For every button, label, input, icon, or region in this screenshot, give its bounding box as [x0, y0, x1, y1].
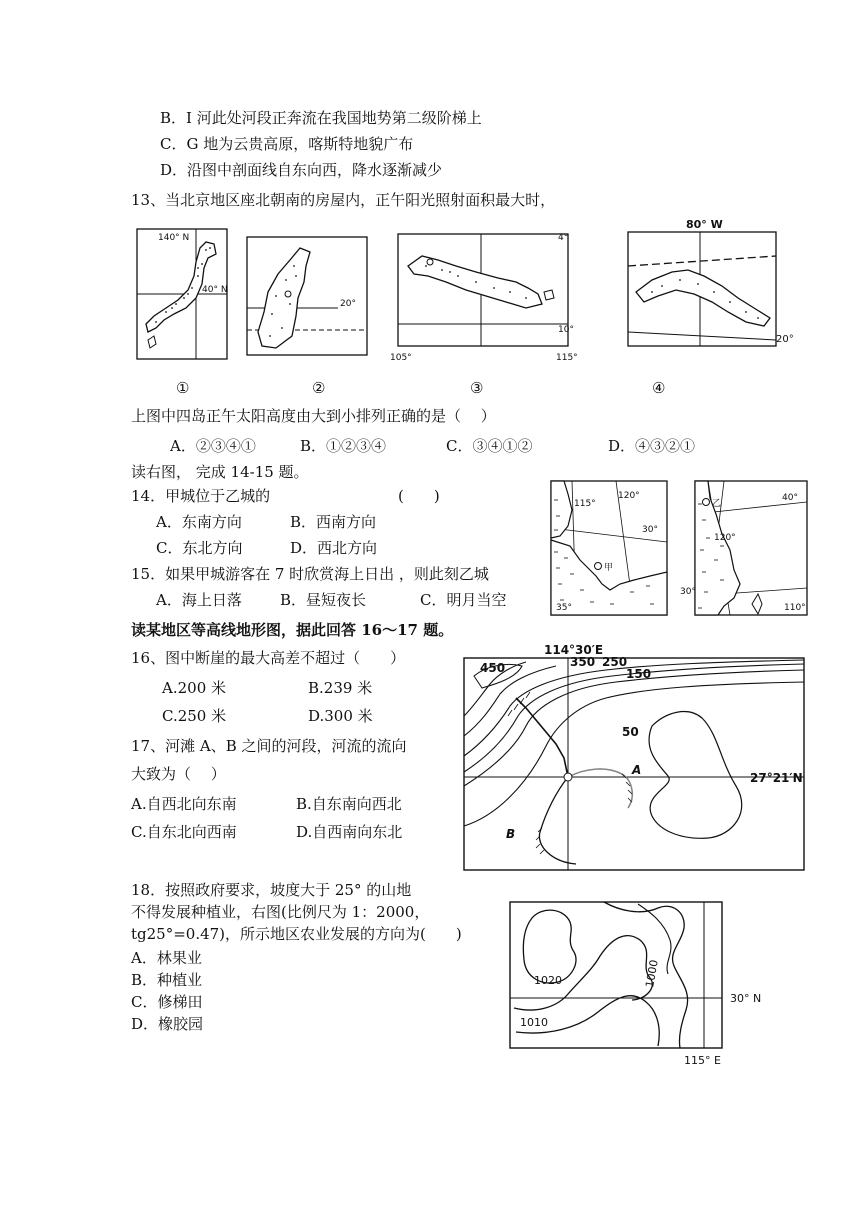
map-cuba — [622, 210, 792, 350]
q14-option-d: D．西北方向 — [290, 539, 378, 557]
map-japan — [136, 228, 228, 360]
fig16-lat-label: 27°21′N — [750, 771, 803, 785]
q16-option-c: C.250 米 — [162, 707, 227, 725]
fig14-city-yi: 乙 — [712, 499, 722, 509]
q13-option-a: A．②③④① — [170, 437, 256, 455]
contour-1000: 1000 — [643, 958, 661, 989]
q17-stem-1: 17、河滩 A、B 之间的河段，河流的流向 — [131, 737, 407, 755]
q18-line-2: 不得发展种植业，右图(比例尺为 1：2000， — [131, 903, 430, 921]
fig14-right-lat2: 30° — [680, 587, 696, 597]
q15-option-a: A．海上日落 — [156, 591, 242, 609]
q17-option-b: B.自东南向西北 — [296, 795, 402, 813]
q18-option-a: A．林果业 — [131, 949, 202, 967]
q18-option-c: C．修梯田 — [131, 993, 203, 1011]
q14-option-a: A．东南方向 — [156, 513, 242, 531]
map-city-yi — [680, 480, 808, 616]
q13-stem: 13、当北京地区座北朝南的房屋内，正午阳光照射面积最大时， — [131, 191, 556, 209]
q13-question: 上图中四岛正午太阳高度由大到小排列正确的是（ ） — [131, 407, 496, 425]
fig14-lat2: 35° — [556, 603, 572, 613]
contour-450: 450 — [480, 661, 506, 675]
fig18-lat-label: 30° N — [730, 992, 762, 1005]
m1-lat-label: 40° N — [202, 285, 228, 295]
fig14-lon2: 120° — [618, 491, 640, 501]
q16-stem: 16、图中断崖的最大高差不超过（ ） — [131, 649, 406, 667]
q13-option-d: D．④③②① — [608, 437, 696, 455]
map-city-jia — [550, 480, 668, 616]
map-java — [386, 226, 582, 366]
fig14-lon1: 115° — [574, 499, 596, 509]
contour-map-cliff — [456, 636, 832, 876]
fig16-lon-label: 114°30′E — [544, 643, 604, 657]
intro-14-15: 读右图， 完成 14-15 题。 — [131, 463, 309, 481]
fig14-right-lon1: 120° — [714, 533, 736, 543]
point-b: B — [506, 827, 516, 841]
contour-250: 250 — [602, 655, 628, 669]
q16-option-d: D.300 米 — [308, 707, 373, 725]
m4-lat-label: 20° — [776, 334, 794, 345]
fig14-lat1: 30° — [642, 525, 658, 535]
m3-lon-left-label: 105° — [390, 353, 412, 363]
map-madagascar — [246, 236, 370, 358]
q18-line-3: tg25°=0.47)，所示地区农业发展的方向为( ) — [131, 925, 462, 943]
q14-option-b: B．西南方向 — [290, 513, 377, 531]
map-number-4: ④ — [652, 379, 666, 397]
fig14-right-lat1: 40° — [782, 493, 798, 503]
q14-stem: 14．甲城位于乙城的 — [131, 487, 271, 505]
fig14-city-jia: 甲 — [604, 563, 614, 573]
intro-16-17: 读某地区等高线地形图，据此回答 16～17 题。 — [131, 621, 454, 639]
q15-stem: 15．如果甲城游客在 7 时欣赏海上日出 ，则此刻乙城 — [131, 565, 489, 583]
q15-option-b: B．昼短夜长 — [280, 591, 367, 609]
point-a: A — [632, 763, 642, 777]
q18-option-d: D．橡胶园 — [131, 1015, 204, 1033]
contour-50: 50 — [622, 725, 639, 739]
m2-lat-label: 20° — [340, 299, 356, 309]
contour-map-slope — [508, 900, 788, 1068]
q18-line-1: 18．按照政府要求，坡度大于 25° 的山地 — [131, 881, 412, 899]
map-number-2: ② — [312, 379, 326, 397]
m3-lat-bottom-label: 10° — [558, 325, 574, 335]
fig18-lon-label: 115° E — [684, 1054, 721, 1067]
m1-lon-label: 140° N — [158, 233, 190, 243]
q16-option-a: A.200 米 — [162, 679, 226, 697]
q12-option-d: D．沿图中剖面线自东向西，降水逐渐减少 — [160, 161, 443, 179]
q13-option-b: B．①②③④ — [300, 437, 387, 455]
q15-option-c: C．明月当空 — [420, 591, 507, 609]
contour-150: 150 — [626, 667, 652, 681]
q17-option-a: A.自西北向东南 — [131, 795, 237, 813]
fig14-right-lon2: 110° — [784, 603, 806, 613]
q16-option-b: B.239 米 — [308, 679, 373, 697]
q12-option-b: B．I 河此处河段正奔流在我国地势第二级阶梯上 — [160, 109, 482, 127]
q14-blank: ( ) — [398, 487, 440, 505]
q17-option-d: D.自西南向东北 — [296, 823, 403, 841]
map-number-1: ① — [176, 379, 190, 397]
m4-lon-label: 80° W — [686, 218, 723, 231]
map-number-3: ③ — [470, 379, 484, 397]
contour-1020: 1020 — [534, 974, 562, 987]
q12-option-c: C．G 地为云贵高原，喀斯特地貌广布 — [160, 135, 414, 153]
q17-option-c: C.自东北向西南 — [131, 823, 237, 841]
m3-lon-right-label: 115° — [556, 353, 578, 363]
contour-1010: 1010 — [520, 1016, 548, 1029]
m3-lat-top-label: 4° — [558, 233, 569, 243]
q17-stem-2: 大致为（ ） — [131, 765, 226, 783]
q18-option-b: B．种植业 — [131, 971, 203, 989]
q13-option-c: C．③④①② — [446, 437, 533, 455]
contour-350: 350 — [570, 655, 596, 669]
q14-option-c: C．东北方向 — [156, 539, 243, 557]
